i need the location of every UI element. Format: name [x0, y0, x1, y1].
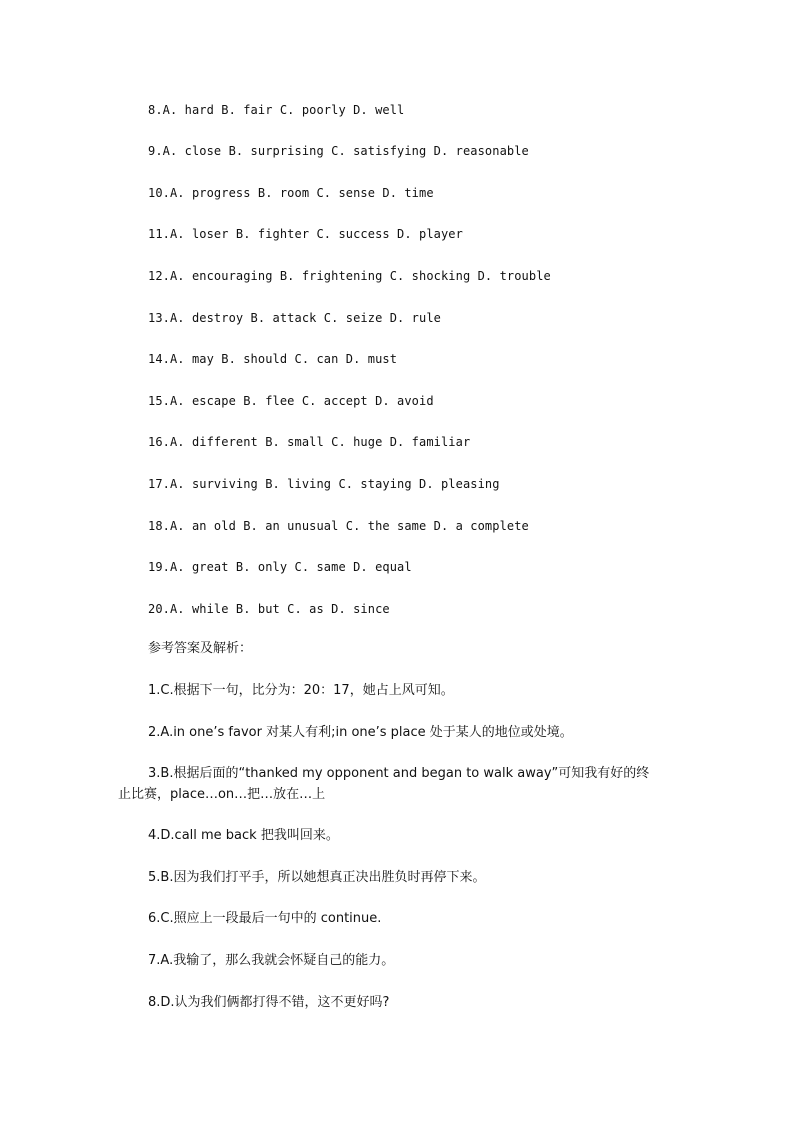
answer-3-line-1: [148, 765, 649, 782]
answer-4: [148, 827, 339, 844]
question-8: 8.A. hard B. fair C. poorly D. well: [148, 103, 405, 117]
answer-3-line-2: [118, 786, 325, 803]
question-19: 19.A. great B. only C. same D. equal: [148, 560, 412, 574]
answer-3-text-line-1: 3.B.根据后面的“thanked my opponent and began to walk away”可知我有好的终: [148, 766, 650, 781]
question-12: 12.A. encouraging B. frightening C. shocking D. trouble: [148, 269, 551, 283]
question-15: 15.A. escape B. flee C. accept D. avoid: [148, 394, 434, 408]
question-9: 9.A. close B. surprising C. satisfying D. reasonable: [148, 144, 529, 158]
answer-6-text: 6.C.照应上一段最后一句中的 continue.: [148, 911, 382, 926]
answer-5: [148, 869, 485, 886]
answers-heading: 参考答案及解析：: [148, 641, 253, 656]
question-10: 10.A. progress B. room C. sense D. time: [148, 186, 434, 200]
answer-5-text: 5.B.因为我们打平手，所以她想真正决出胜负时再停下来。: [148, 870, 486, 885]
answer-2: [148, 724, 573, 741]
answer-1: [148, 682, 454, 699]
answer-2-text: 2.A.in one’s favor 对某人有利;in one’s place 处于某人的地位或处境。: [148, 725, 573, 740]
answer-7: [148, 952, 394, 969]
question-13: 13.A. destroy B. attack C. seize D. rule: [148, 311, 441, 325]
answer-3-text-line-2: 止比赛，place…on…把…放在…上: [118, 787, 326, 802]
question-16: 16.A. different B. small C. huge D. familiar: [148, 435, 471, 449]
question-11: 11.A. loser B. fighter C. success D. player: [148, 227, 463, 241]
answer-7-text: 7.A.我输了，那么我就会怀疑自己的能力。: [148, 953, 395, 968]
answer-8: [148, 994, 389, 1011]
question-14: 14.A. may B. should C. can D. must: [148, 352, 398, 366]
answer-6: [148, 910, 381, 927]
answer-1-text: 1.C.根据下一句，比分为：20：17，她占上风可知。: [148, 683, 454, 698]
question-17: 17.A. surviving B. living C. staying D. pleasing: [148, 477, 500, 491]
question-18: 18.A. an old B. an unusual C. the same D. a complete: [148, 519, 529, 533]
answer-8-text: 8.D.认为我们俩都打得不错，这不更好吗?: [148, 995, 390, 1010]
question-20: 20.A. while B. but C. as D. since: [148, 602, 390, 616]
answer-4-text: 4.D.call me back 把我叫回来。: [148, 828, 339, 843]
